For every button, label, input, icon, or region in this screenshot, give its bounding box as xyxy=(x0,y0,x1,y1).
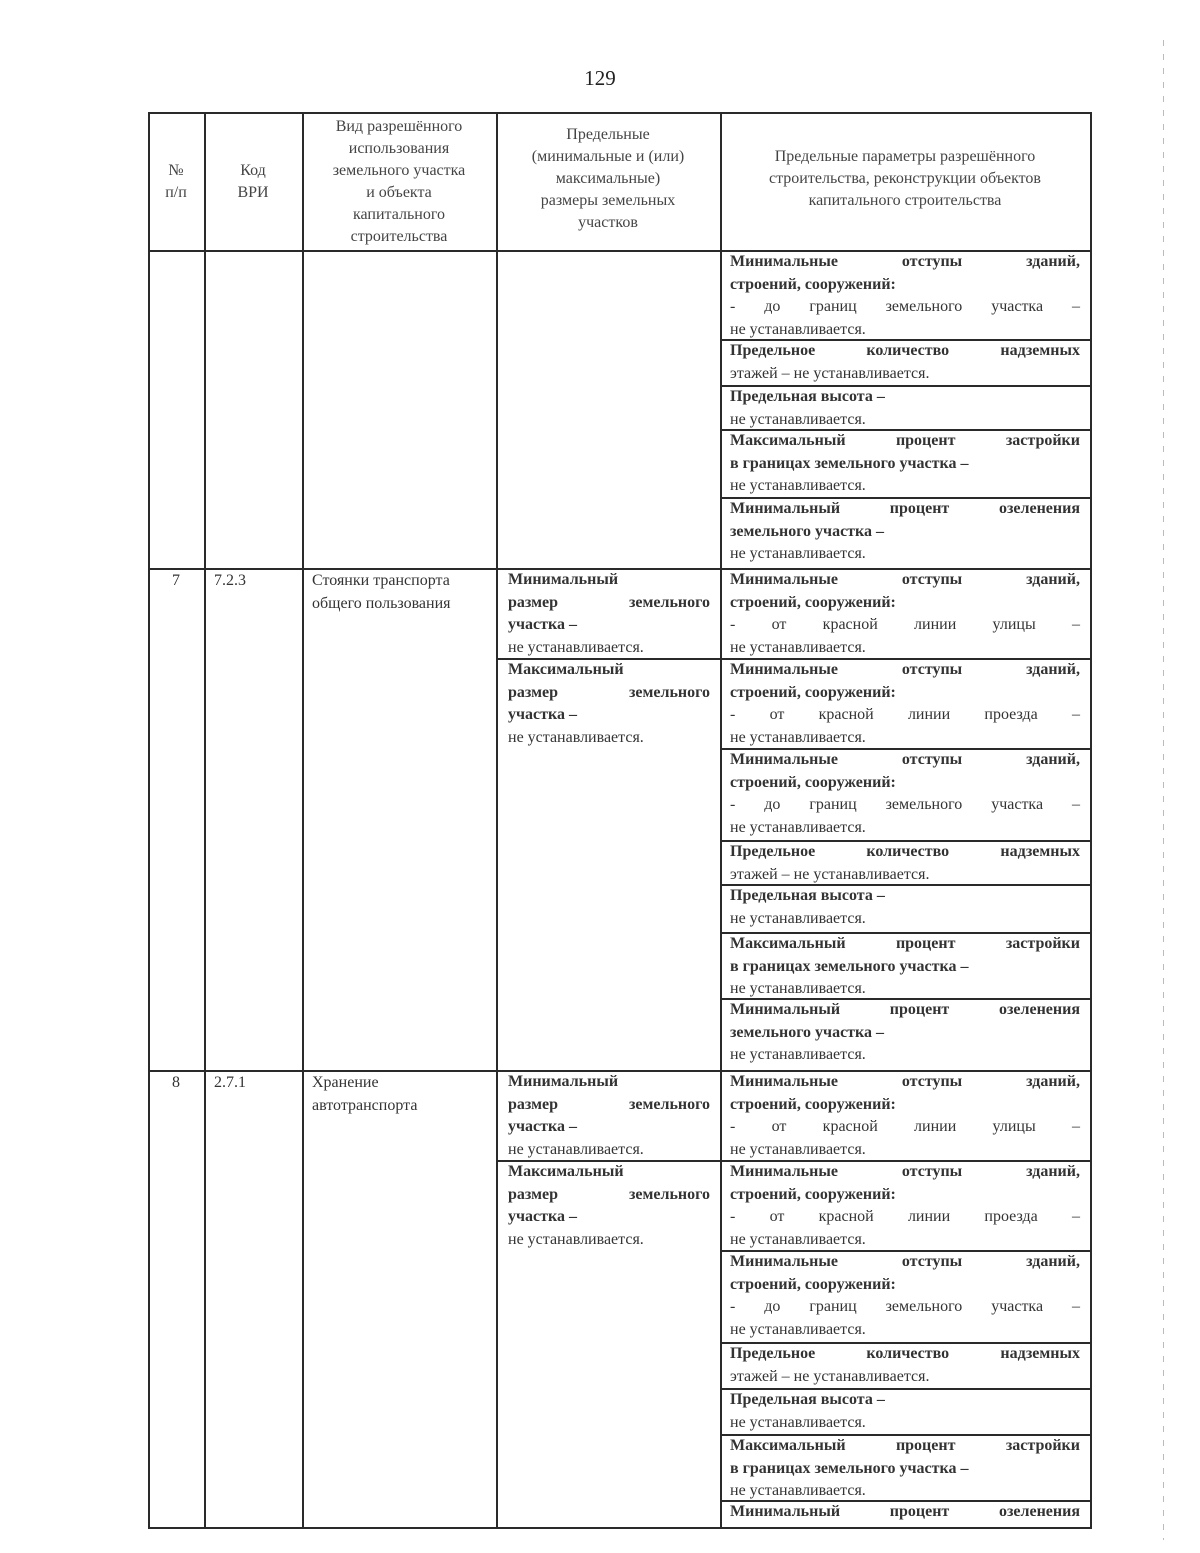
parameter-block xyxy=(720,1435,1090,1503)
table-bottom-rule xyxy=(148,1527,1092,1529)
header-code xyxy=(204,160,302,204)
row-number: 8 xyxy=(172,1074,180,1091)
header-number xyxy=(148,160,204,204)
text-line: - до границ земельного участка – xyxy=(730,298,1080,315)
header-line: использования xyxy=(348,140,450,157)
text-line: Предельное количество надземных xyxy=(730,342,1080,359)
text-line: не устанавливается. xyxy=(730,1320,866,1338)
header-line: строительства xyxy=(350,228,448,245)
text-line: в границах земельного участка – xyxy=(730,957,969,975)
header-line: участков xyxy=(578,214,638,231)
use-type-line: автотранспорта xyxy=(312,1096,418,1114)
text-line: Минимальный процент озеленения xyxy=(730,500,1080,517)
page-number: 129 xyxy=(584,66,616,90)
text-line: Предельное количество надземных xyxy=(730,1345,1080,1362)
row-code: 2.7.1 xyxy=(214,1074,246,1091)
text-line: не устанавливается. xyxy=(730,1482,866,1499)
text-line: строений, сооружений: xyxy=(730,1275,896,1293)
header-line: и объекта xyxy=(366,184,432,201)
text-line: Максимальный процент застройки xyxy=(730,935,1080,952)
use-type-line: Хранение xyxy=(312,1074,379,1091)
parameter-block xyxy=(720,1389,1090,1434)
text-line: не устанавливается. xyxy=(730,909,866,927)
text-line: Минимальные отступы зданий, xyxy=(730,751,1080,768)
column-rule-3 xyxy=(496,112,498,1527)
text-line: не устанавливается. xyxy=(730,1046,866,1063)
parameter-block xyxy=(720,659,1090,749)
text-line: - от красной линии проезда – xyxy=(730,706,1080,723)
use-type-line: общего пользования xyxy=(312,594,451,612)
text-line: - от красной линии проезда – xyxy=(730,1208,1080,1225)
plot-size-block xyxy=(498,1161,720,1251)
text-line: Предельная высота – xyxy=(730,388,885,405)
text-line: Максимальный процент застройки xyxy=(730,432,1080,449)
text-line: - до границ земельного участка – xyxy=(730,1298,1080,1315)
header-plot-sizes xyxy=(496,124,720,234)
text-line: не устанавливается. xyxy=(730,410,866,428)
text-line: не устанавливается. xyxy=(508,728,644,746)
text-line: строений, сооружений: xyxy=(730,683,896,701)
text-line: не устанавливается. xyxy=(508,638,644,656)
text-line: размер земельного xyxy=(508,593,710,611)
text-line: этажей – не устанавливается. xyxy=(730,364,930,382)
column-rule-0 xyxy=(148,112,150,1527)
text-line: участка – xyxy=(508,616,577,633)
text-line: земельного участка – xyxy=(730,1023,885,1041)
text-line: не устанавливается. xyxy=(730,477,866,494)
text-line: не устанавливается. xyxy=(730,1230,866,1248)
plot-size-block xyxy=(498,1071,720,1161)
text-line: в границах земельного участка – xyxy=(730,454,969,472)
text-line: Минимальные отступы зданий, xyxy=(730,1253,1080,1270)
header-line: строительства, реконструкции объектов xyxy=(769,170,1041,187)
header-line: земельного участка xyxy=(332,162,466,179)
text-line: не устанавливается. xyxy=(730,818,866,836)
header-line: (минимальные и (или) xyxy=(531,148,685,165)
header-line: Предельные xyxy=(566,126,650,143)
header-line: Код xyxy=(240,162,266,179)
plot-size-block xyxy=(498,659,720,749)
text-line: Минимальный xyxy=(508,571,619,588)
parameter-block xyxy=(720,569,1090,659)
text-line: Минимальный процент озеленения xyxy=(730,1503,1080,1520)
row-number: 7 xyxy=(172,572,180,589)
header-line: максимальные) xyxy=(555,170,661,187)
header-line: ВРИ xyxy=(237,184,269,201)
text-line: Минимальные отступы зданий, xyxy=(730,571,1080,588)
text-line: Минимальные отступы зданий, xyxy=(730,1163,1080,1180)
text-line: Максимальный процент застройки xyxy=(730,1437,1080,1454)
parameter-block xyxy=(720,251,1090,341)
text-line: не устанавливается. xyxy=(730,320,866,338)
header-line: п/п xyxy=(165,184,187,201)
text-line: строений, сооружений: xyxy=(730,275,896,293)
parameter-block xyxy=(720,841,1090,886)
text-line: не устанавливается. xyxy=(730,1413,866,1431)
parameter-block xyxy=(720,885,1090,930)
parameter-block xyxy=(720,999,1090,1067)
text-line: земельного участка – xyxy=(730,522,885,540)
text-line: строений, сооружений: xyxy=(730,1185,896,1203)
text-line: строений, сооружений: xyxy=(730,773,896,791)
text-line: Максимальный xyxy=(508,1163,624,1180)
text-line: размер земельного xyxy=(508,1185,710,1203)
text-line: Минимальные отступы зданий, xyxy=(730,253,1080,270)
column-rule-1 xyxy=(204,112,206,1527)
parameter-block xyxy=(720,933,1090,1001)
parameter-block xyxy=(720,430,1090,498)
header-line: № xyxy=(168,162,184,179)
header-line: размеры земельных xyxy=(540,192,676,209)
header-line: Вид разрешённого xyxy=(335,118,463,135)
header-line: капитального строительства xyxy=(808,192,1002,209)
header-line: Предельные параметры разрешённого xyxy=(774,148,1036,165)
text-line: этажей – не устанавливается. xyxy=(730,1367,930,1385)
text-line: - от красной линии улицы – xyxy=(730,616,1080,633)
header-parameters xyxy=(720,146,1090,212)
text-line: не устанавливается. xyxy=(508,1230,644,1248)
text-line: Минимальный xyxy=(508,1073,619,1090)
text-line: Предельная высота – xyxy=(730,887,885,904)
text-line: не устанавливается. xyxy=(730,545,866,562)
header-line: капитального xyxy=(353,206,445,223)
text-line: строений, сооружений: xyxy=(730,593,896,611)
text-line: не устанавливается. xyxy=(730,1140,866,1158)
text-line: не устанавливается. xyxy=(730,728,866,746)
parameter-block xyxy=(720,340,1090,385)
text-line: Минимальный процент озеленения xyxy=(730,1001,1080,1018)
text-line: - от красной линии улицы – xyxy=(730,1118,1080,1135)
parameter-block xyxy=(720,386,1090,431)
parameter-block xyxy=(720,1343,1090,1388)
text-line: размер земельного xyxy=(508,683,710,701)
text-line: Предельная высота – xyxy=(730,1391,885,1408)
text-line: этажей – не устанавливается. xyxy=(730,865,930,883)
text-line: участка – xyxy=(508,1118,577,1135)
header-use-type xyxy=(302,116,496,248)
parameter-block xyxy=(720,1251,1090,1341)
text-line: Минимальные отступы зданий, xyxy=(730,1073,1080,1090)
parameter-block xyxy=(720,749,1090,839)
parameter-block xyxy=(720,1161,1090,1251)
text-line: участка – xyxy=(508,706,577,723)
text-line: не устанавливается. xyxy=(730,980,866,997)
parameter-block xyxy=(720,1501,1090,1524)
parameter-block xyxy=(720,498,1090,566)
text-line: в границах земельного участка – xyxy=(730,1459,969,1477)
text-line: размер земельного xyxy=(508,1095,710,1113)
text-line: не устанавливается. xyxy=(508,1140,644,1158)
table-top-rule xyxy=(148,112,1092,114)
text-line: Максимальный xyxy=(508,661,624,678)
text-line: строений, сооружений: xyxy=(730,1095,896,1113)
text-line: не устанавливается. xyxy=(730,638,866,656)
text-line: Предельное количество надземных xyxy=(730,843,1080,860)
column-rule-2 xyxy=(302,112,304,1527)
text-line: участка – xyxy=(508,1208,577,1225)
row-code: 7.2.3 xyxy=(214,572,246,589)
plot-size-block xyxy=(498,569,720,659)
use-type-line: Стоянки транспорта xyxy=(312,572,450,589)
parameter-block xyxy=(720,1071,1090,1161)
text-line: Минимальные отступы зданий, xyxy=(730,661,1080,678)
column-rule-5 xyxy=(1090,112,1092,1527)
text-line: - до границ земельного участка – xyxy=(730,796,1080,813)
scan-artifact xyxy=(1163,40,1164,1540)
